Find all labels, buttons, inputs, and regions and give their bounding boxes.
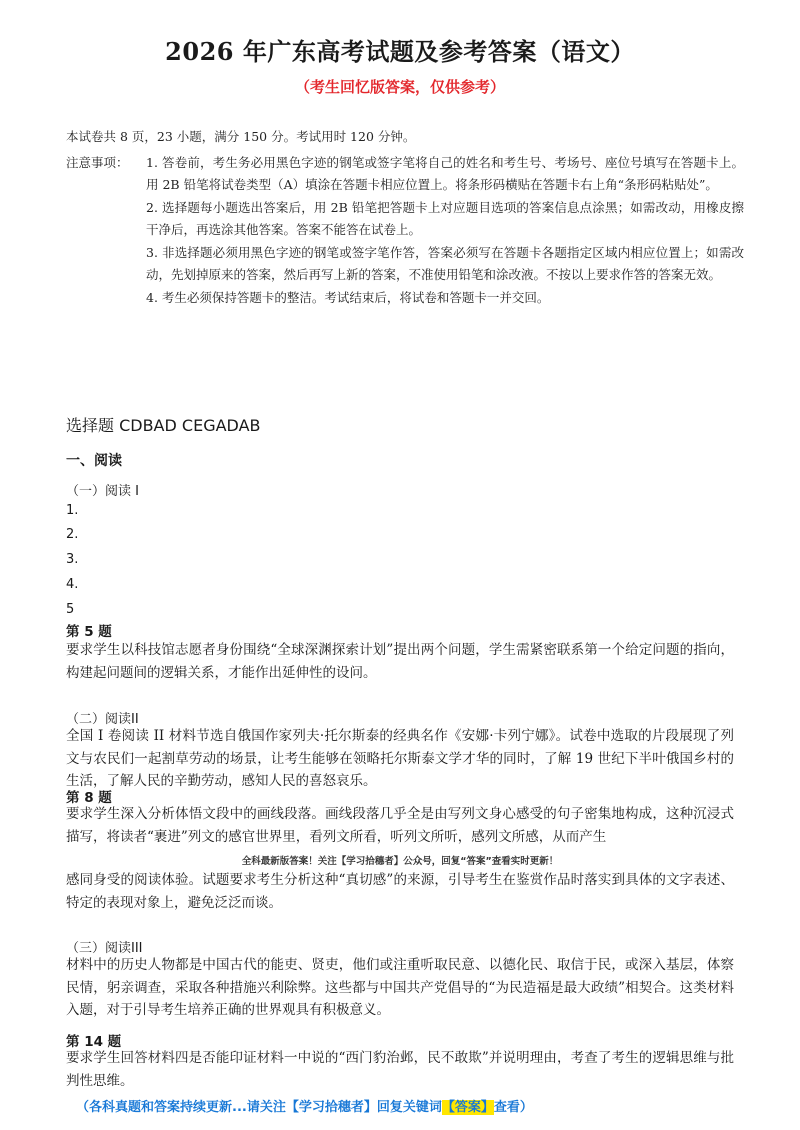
footer-keyword: 【答案】: [441, 1100, 494, 1115]
reading2-heading: （二）阅读II: [66, 712, 139, 727]
notice-item: 3. 非选择题必须用黑色字迹的钢笔或签字笔作答，答案必须写在答题卡各题指定区域内相应位置上；如需改动，先划掉原来的答案，然后再写上新的答案，不准使用铅笔和涂改液。不按以上要求作答的答案无效。: [146, 245, 744, 282]
question-number: 1.: [66, 503, 79, 518]
document-title: 2026 年广东高考试题及参考答案（语文）: [165, 37, 635, 66]
reading3-heading: （三）阅读III: [66, 941, 143, 956]
footer-notice: [76, 1096, 776, 1115]
section-reading-heading: 一、阅读: [66, 453, 122, 469]
document-subtitle: （考生回忆版答案，仅供参考）: [294, 78, 505, 96]
exam-info: 本试卷共 8 页，23 小题，满分 150 分。考试用时 120 分钟。: [66, 129, 416, 144]
notice-list: [146, 152, 744, 310]
q8-analysis-part2: 感同身受的阅读体验。试题要求考生分析这种“真切感”的来源，引导考生在鉴赏作品时落实到具体的文字表述、特定的表现对象上，避免泛泛而谈。: [66, 872, 734, 911]
question-number: 4.: [66, 577, 79, 592]
q8-analysis-part1: 要求学生深入分析体悟文段中的画线段落。画线段落几乎全是由写列文身心感受的句子密集地构成，这种沉浸式描写，将读者“裹进”列文的感官世界里，看列文所看，听列文所听，感列文所感，从而产生: [66, 806, 734, 845]
promo-banner: 全科最新版答案！关注【学习拾穗者】公众号，回复“答案”查看实时更新！: [241, 856, 559, 867]
reading1-heading: （一）阅读 I: [66, 484, 139, 499]
question-number: 5: [66, 602, 75, 617]
q5-label: 第 5 题: [66, 624, 112, 640]
q14-analysis: 要求学生回答材料四是否能印证材料一中说的“西门豹治邺，民不敢欺”并说明理由，考查了考生的逻辑思维与批判性思维。: [66, 1050, 734, 1089]
q5-analysis: 要求学生以科技馆志愿者身份围绕“全球深渊探索计划”提出两个问题，学生需紧密联系第一个给定问题的指向，构建起问题间的逻辑关系，才能作出延伸性的设问。: [66, 642, 734, 681]
footer-text: （各科真题和答案持续更新...请关注【学习拾穗者】回复关键词: [76, 1100, 442, 1115]
footer-text-end: 查看）: [493, 1100, 533, 1115]
q14-label: 第 14 题: [66, 1034, 122, 1050]
question-number: 2.: [66, 527, 79, 542]
notice-item: 1. 答卷前，考生务必用黑色字迹的钢笔或签字笔将自己的姓名和考生号、考场号、座位号填写在答题卡上。用 2B 铅笔将试卷类型（A）填涂在答题卡相应位置上。将条形码横贴在答题卡右上角“条形码粘贴处”。: [146, 155, 744, 192]
choice-answers: 选择题 CDBAD CEGADAB: [66, 416, 261, 435]
notice-item: 4. 考生必须保持答题卡的整洁。考试结束后，将试卷和答题卡一并交回。: [146, 290, 550, 305]
question-number: 3.: [66, 552, 79, 567]
reading2-intro: 全国 I 卷阅读 II 材料节选自俄国作家列夫·托尔斯泰的经典名作《安娜·卡列宁娜》。试卷中选取的片段展现了列文与农民们一起割草劳动的场景，让考生能够在领略托尔斯泰文学才华的同时，了解 19 世纪下半叶俄国乡村的生活，了解人民的辛勤劳动，感知人民的喜怒哀乐。: [66, 728, 734, 789]
q8-label: 第 8 题: [66, 790, 112, 806]
notice-item: 2. 选择题每小题选出答案后，用 2B 铅笔把答题卡上对应题目选项的答案信息点涂黑；如需改动，用橡皮擦干净后，再选涂其他答案。答案不能答在试卷上。: [146, 200, 744, 237]
notice-label: 注意事项：: [66, 155, 129, 170]
reading3-intro: 材料中的历史人物都是中国古代的能吏、贤吏，他们或注重听取民意、以德化民、取信于民，或深入基层，体察民情，躬亲调查，采取各种措施兴利除弊。这些都与中国共产党倡导的“为民造福是最大政绩”相契合。这类材料入题，对于引导考生培养正确的世界观具有积极意义。: [66, 957, 734, 1018]
